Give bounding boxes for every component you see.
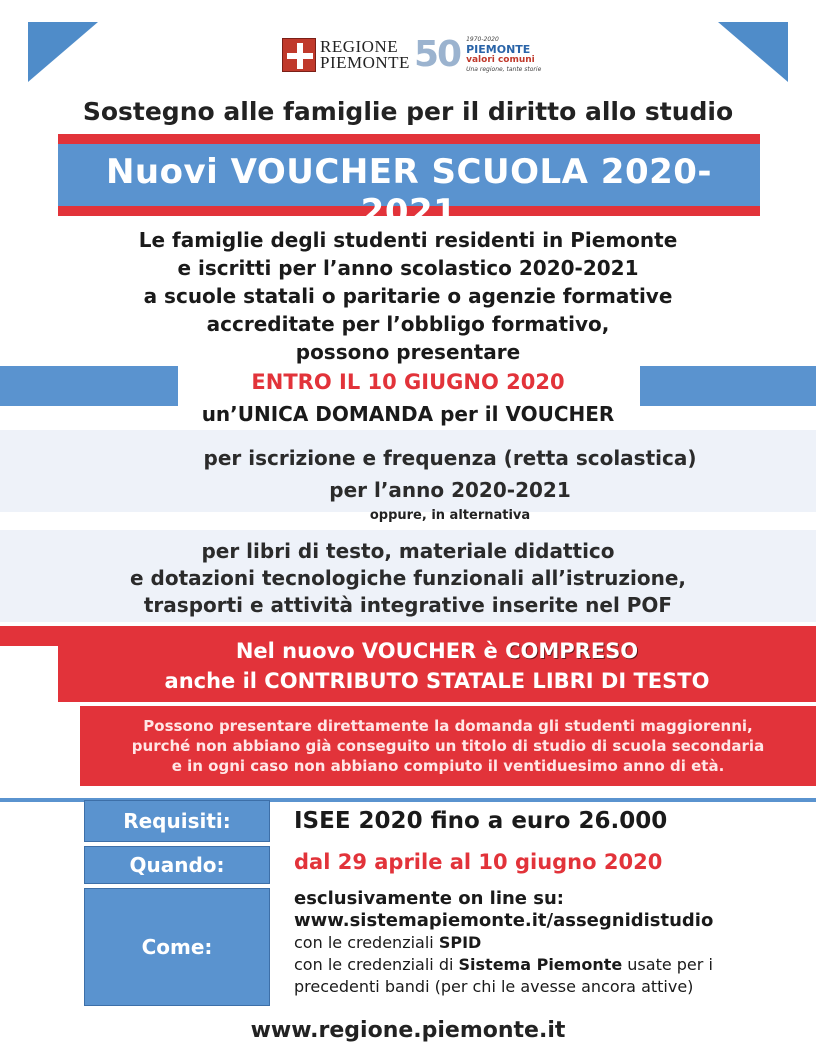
come-text: esclusivamente on line su: www.sistemapiemonte.it/assegnidistudio con le credenziali SPID con le credenziali di Sistema Piemonte usate per i precedenti bandi (per chi le avesse ancora attive) bbox=[294, 888, 714, 996]
unica-domanda-text: un’UNICA DOMANDA per il VOUCHER bbox=[201, 402, 615, 426]
option1-text: per iscrizione e frequenza (retta scolastica) per l’anno 2020-2021 bbox=[203, 446, 697, 502]
page-title: Nuovi VOUCHER SCUOLA 2020-2021 bbox=[105, 152, 713, 232]
footer-link[interactable]: www.regione.piemonte.it bbox=[250, 1018, 566, 1043]
corner-triangle-left bbox=[28, 22, 98, 82]
quando-value: dal 29 aprile al 10 giugno 2020 bbox=[294, 850, 663, 874]
requisiti-label: Requisiti: bbox=[84, 800, 270, 842]
requisiti-value: ISEE 2020 fino a euro 26.000 bbox=[294, 808, 668, 834]
logo-50-anni bbox=[414, 34, 541, 75]
logo-regione-piemonte bbox=[282, 38, 410, 72]
title-band-top-stripe bbox=[58, 134, 760, 144]
intro-text: Le famiglie degli studenti residenti in Piemonte e iscritti per l’anno scolastico 2020-2021 a scuole statali o paritarie o agenzie formative accreditate per l’obbligo formativo, possono presentare bbox=[138, 228, 678, 364]
deadline-text: ENTRO IL 10 GIUGNO 2020 bbox=[251, 370, 565, 394]
come-label: Come: bbox=[84, 888, 270, 1006]
regione-logo-text: REGIONE PIEMONTE bbox=[320, 37, 410, 72]
regione-shield-icon bbox=[282, 38, 316, 72]
maggiorenni-text: Possono presentare direttamente la domanda gli studenti maggiorenni, purché non abbiano già conseguito un titolo di studio di scuola secondaria e in ogni caso non abbiano compiuto il ventiduesimo anno di età. bbox=[131, 717, 765, 775]
fifty-logo-icon: 50 bbox=[414, 34, 461, 75]
quando-label: Quando: bbox=[84, 846, 270, 884]
piemonte-valori-logo: 1970-2020 PIEMONTE valori comuni Una regione, tante storie bbox=[466, 35, 542, 73]
included-text: Nel nuovo VOUCHER è COMPRESO anche il CONTRIBUTO STATALE LIBRI DI TESTO bbox=[164, 639, 710, 693]
sistemapiemonte-link[interactable]: www.sistemapiemonte.it/assegnidistudio bbox=[294, 910, 714, 931]
headline: Sostegno alle famiglie per il diritto allo studio bbox=[82, 97, 734, 126]
corner-triangle-right bbox=[718, 22, 788, 82]
alternative-text: oppure, in alternativa bbox=[369, 508, 531, 523]
option2-text: per libri di testo, materiale didattico e dotazioni tecnologiche funzionali all’istruzione, trasporti e attività integrative inserite nel POF bbox=[130, 539, 686, 617]
red-band-left bbox=[0, 626, 58, 646]
